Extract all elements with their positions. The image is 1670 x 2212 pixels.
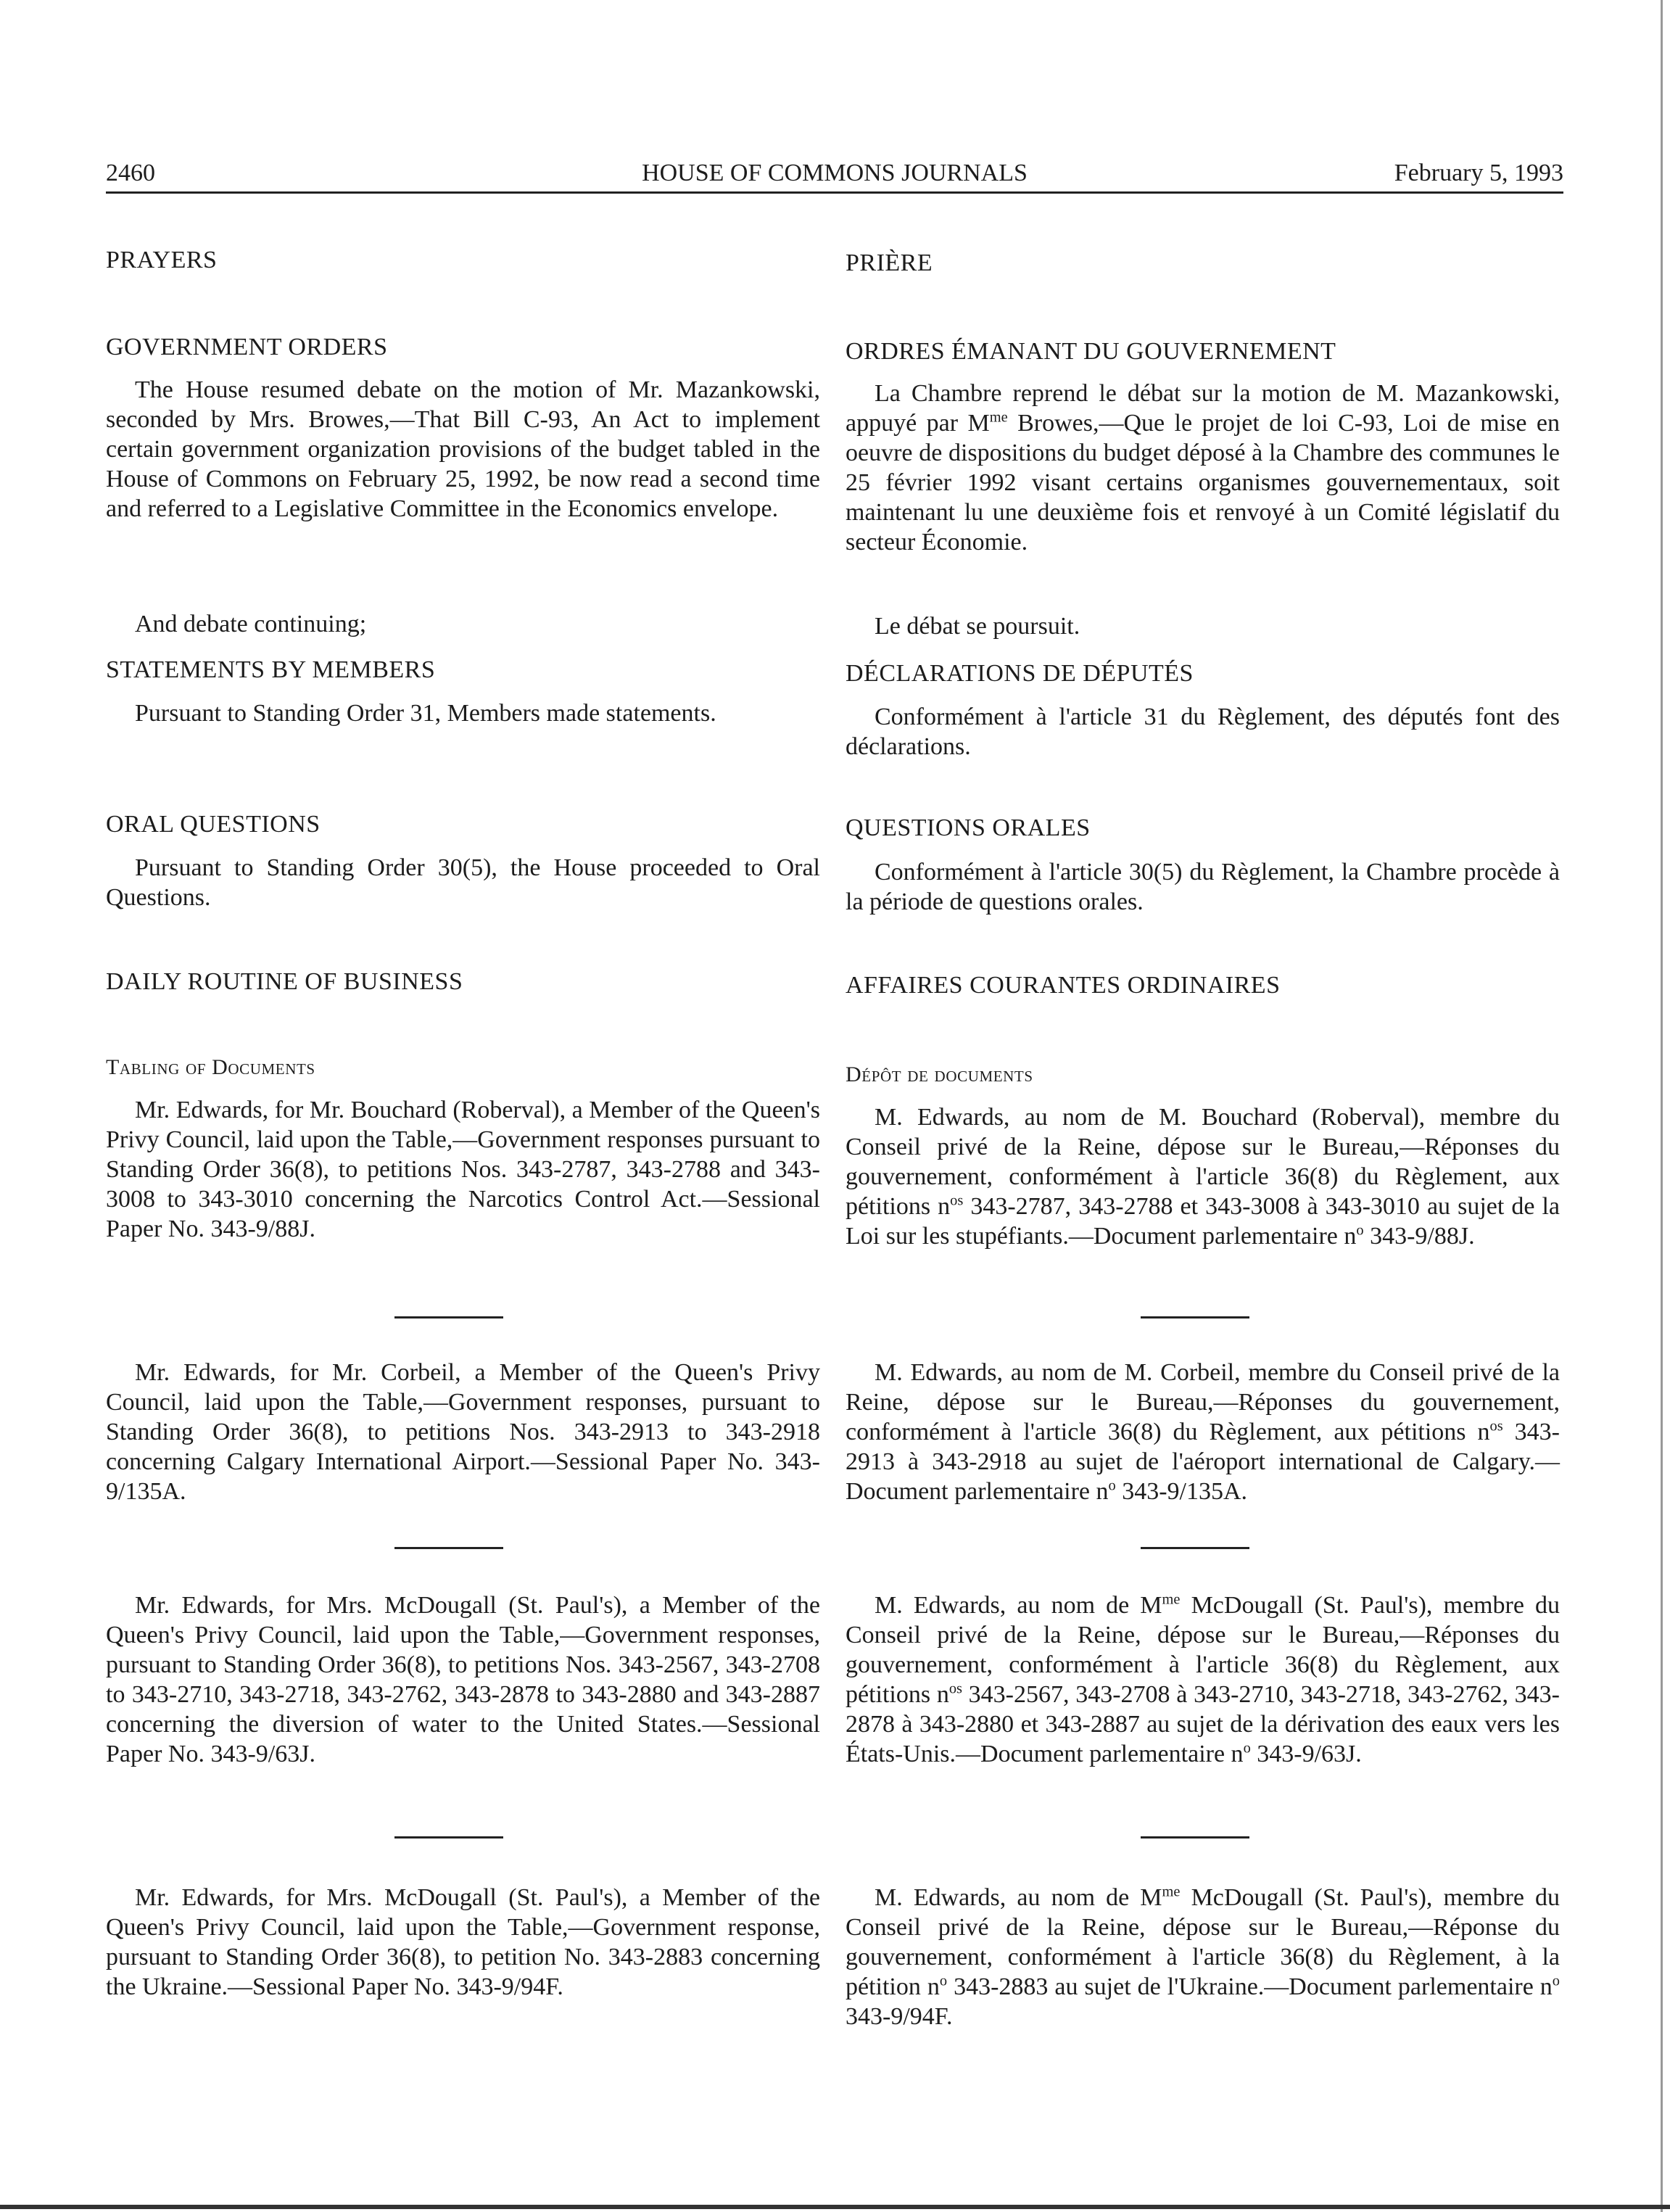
oral-questions-text: Pursuant to Standing Order 30(5), the House proceeded to Oral Questions. bbox=[106, 854, 820, 911]
depot-item: M. Edwards, au nom de $M^{me}$ McDougall (St. Paul's), membre du Conseil privé de la Reine, dépose sur le Bureau,—Réponse du gouvernement, conformément à l'article 36(8) du Règlement, à la pétition $n^o$ 343-2883 au sujet de l'Ukraine.—Document parlementaire $n^o$ 343-9/94F. bbox=[846, 1883, 1561, 2030]
header-date: February 5, 1993 bbox=[1394, 160, 1563, 186]
government-orders-heading: GOVERNMENT ORDERS bbox=[106, 334, 388, 360]
separator-rule bbox=[1141, 1836, 1249, 1838]
prayers-heading: PRAYERS bbox=[106, 247, 218, 273]
scan-edge-bottom bbox=[0, 2205, 1670, 2209]
tabling-item: Mr. Edwards, for Mrs. McDougall (St. Paul's), a Member of the Queen's Privy Council, laid upon the Table,—Government responses, pursuant to Standing Order 36(8), to petitions Nos. 343-2567, 343-2708 to 343-2710, 343-2718, 343-2762, 343-2878 to 343-2880 and 343-2887 concerning the diversion of water to the United States.—Sessional Paper No. 343-9/63J. bbox=[106, 1592, 820, 1767]
ordres-gouvernement-text: La Chambre reprend le débat sur la motion de M. Mazankowski, appuyé par $M^{me}$ Browes,—Que le projet de loi C-93, Loi de mise en oeuvre de dispositions du budget déposé à la Chambre des communes le 25 février 1992 visant certains organismes gouvernementaux, soit maintenant lu une deuxième fois et renvoyé à un Comité législatif du secteur Économie. bbox=[846, 380, 1560, 556]
separator-rule bbox=[394, 1836, 503, 1838]
tabling-item: Mr. Edwards, for Mr. Corbeil, a Member of the Queen's Privy Council, laid upon the Table,—Government responses, pursuant to Standing Order 36(8), to petitions Nos. 343-2913 to 343-2918 concerning Calgary International Airport.—Sessional Paper No. 343-9/135A. bbox=[106, 1359, 820, 1505]
tabling-item: Mr. Edwards, for Mrs. McDougall (St. Paul's), a Member of the Queen's Privy Council, laid upon the Table,—Government response, pursuant to Standing Order 36(8), to petition No. 343-2883 concerning the Ukraine.—Sessional Paper No. 343-9/94F. bbox=[106, 1884, 820, 2000]
depot-item: M. Edwards, au nom de M. Bouchard (Roberval), membre du Conseil privé de la Reine, dépose sur le Bureau,—Réponses du gouvernement, conformément à l'article 36(8) du Règlement, aux pétitions $n^{os}$ 343-2787, 343-2788 et 343-3008 à 343-3010 au sujet de la Loi sur les stupéfiants.—Document parlementaire $n^o$ 343-9/88J. bbox=[846, 1104, 1561, 1250]
government-orders-text: The House resumed debate on the motion of Mr. Mazankowski, seconded by Mrs. Browes,—That Bill C-93, An Act to implement certain government organization provisions of the budget tabled in the House of Commons on February 25, 1992, be now read a second time and referred to a Legislative Committee in the Economics envelope. bbox=[106, 376, 820, 522]
running-header bbox=[106, 154, 1563, 194]
journal-title: HOUSE OF COMMONS JOURNALS bbox=[642, 160, 1028, 186]
scan-edge-right bbox=[1661, 0, 1663, 2212]
statements-heading: STATEMENTS BY MEMBERS bbox=[106, 656, 436, 683]
separator-rule bbox=[1141, 1547, 1249, 1549]
depot-item: M. Edwards, au nom de M. Corbeil, membre du Conseil privé de la Reine, dépose sur le Bureau,—Réponses du gouvernement, conformément à l'article 36(8) du Règlement, aux pétitions $n^{os}$ 343-2913 à 343-2918 au sujet de l'aéroport international de Calgary.—Document parlementaire $n^o$ 343-9/135A. bbox=[846, 1359, 1560, 1505]
depot-subheading: Dépôt de documents bbox=[846, 1062, 1033, 1086]
oral-questions-heading: ORAL QUESTIONS bbox=[106, 811, 321, 838]
page-number: 2460 bbox=[106, 160, 155, 186]
declarations-heading: DÉCLARATIONS DE DÉPUTÉS bbox=[846, 660, 1194, 687]
tabling-item: Mr. Edwards, for Mr. Bouchard (Roberval), a Member of the Queen's Privy Council, laid upon the Table,—Government responses pursuant to Standing Order 36(8), to petitions Nos. 343-2787, 343-2788 and 343-3008 to 343-3010 concerning the Narcotics Control Act.—Sessional Paper No. 343-9/88J. bbox=[106, 1097, 820, 1242]
declarations-text: Conformément à l'article 31 du Règlement, des députés font des déclarations. bbox=[846, 703, 1560, 760]
debat-poursuit-text: Le débat se poursuit. bbox=[875, 613, 1080, 640]
daily-routine-heading: DAILY ROUTINE OF BUSINESS bbox=[106, 968, 463, 995]
tabling-subheading: Tabling of Documents bbox=[106, 1055, 315, 1079]
questions-orales-heading: QUESTIONS ORALES bbox=[846, 814, 1091, 841]
depot-item: M. Edwards, au nom de $M^{me}$ McDougall (St. Paul's), membre du Conseil privé de la Reine, dépose sur le Bureau,—Réponses du gouvernement, conformément à l'article 36(8) du Règlement, aux pétitions $n^{os}$ 343-2567, 343-2708 à 343-2710, 343-2718, 343-2762, 343-2878 à 343-2880 et 343-2887 au sujet de la dérivation des eaux vers les États-Unis.—Document parlementaire $n^o$ 343-9/63J. bbox=[846, 1591, 1561, 1767]
priere-heading: PRIÈRE bbox=[846, 249, 933, 276]
questions-orales-text: Conformément à l'article 30(5) du Règlement, la Chambre procède à la période de questions orales. bbox=[846, 859, 1560, 915]
separator-rule bbox=[1141, 1316, 1249, 1318]
statements-text: Pursuant to Standing Order 31, Members made statements. bbox=[135, 700, 716, 727]
separator-rule bbox=[394, 1316, 503, 1318]
debate-continuing-text: And debate continuing; bbox=[135, 611, 367, 637]
separator-rule bbox=[394, 1547, 503, 1549]
affaires-courantes-heading: AFFAIRES COURANTES ORDINAIRES bbox=[846, 972, 1281, 999]
ordres-gouvernement-heading: ORDRES ÉMANANT DU GOUVERNEMENT bbox=[846, 338, 1336, 365]
